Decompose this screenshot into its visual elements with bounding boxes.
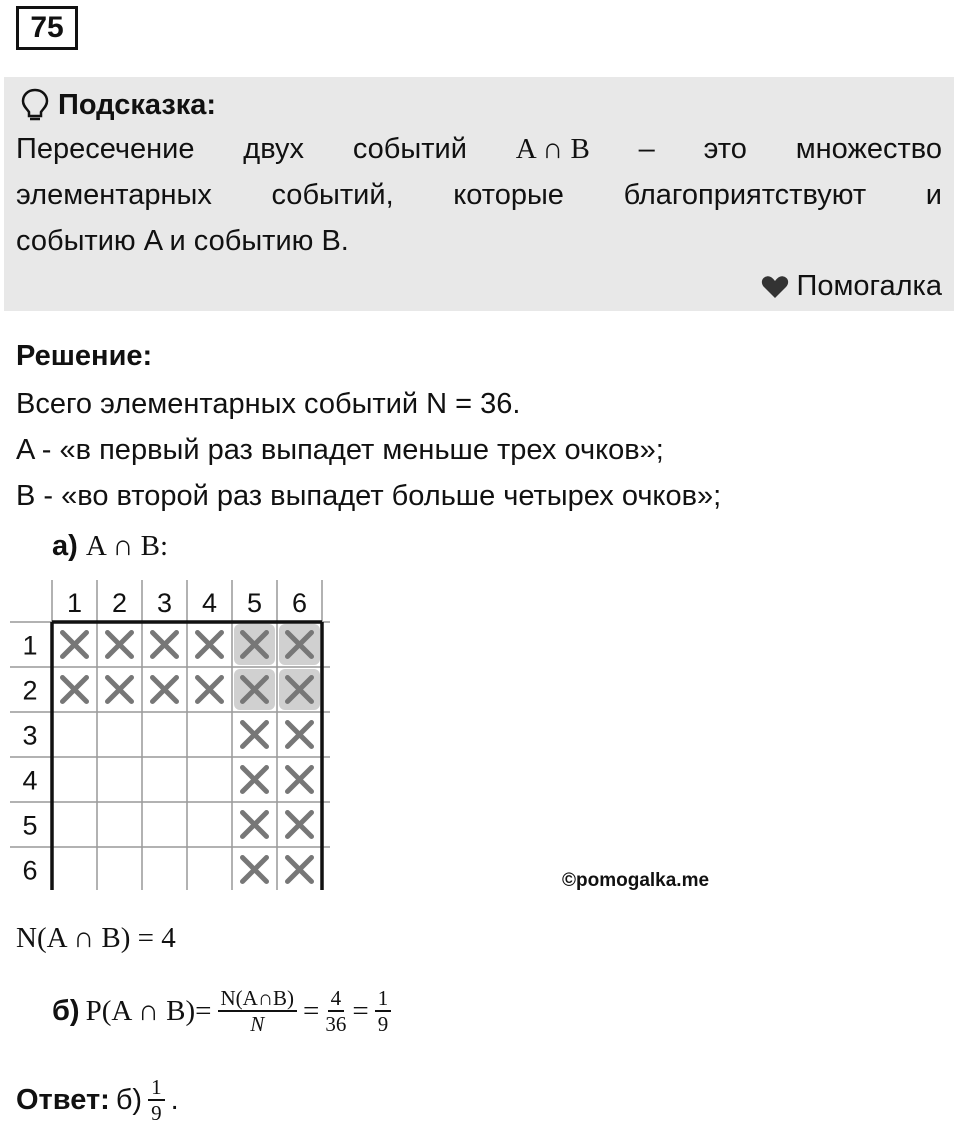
copyright: ©pomogalka.me	[562, 870, 710, 891]
part-a-expr: A ∩ B:	[85, 530, 169, 562]
brand-name: Помогалка	[796, 270, 942, 302]
answer	[16, 1075, 179, 1125]
cross-mark	[288, 813, 312, 837]
row-header: 1	[22, 630, 38, 661]
part-b	[52, 986, 391, 1036]
word: событий	[352, 133, 467, 165]
fraction-3	[375, 986, 392, 1036]
part-b-label: б)	[52, 994, 80, 1027]
word: двух	[243, 133, 304, 165]
row-header: 3	[22, 720, 38, 751]
brand	[761, 270, 942, 303]
cross-mark	[198, 633, 222, 657]
answer-label: Ответ:	[16, 1083, 110, 1116]
col-header: 6	[291, 588, 308, 618]
cross-mark	[243, 813, 267, 837]
hint-title-text: Подсказка:	[58, 88, 217, 121]
lightbulb-icon	[20, 88, 50, 122]
word: множество	[795, 133, 942, 165]
word: благоприятствуют	[623, 179, 867, 211]
cross-mark	[153, 678, 177, 702]
fraction-numerator: 1	[148, 1075, 165, 1101]
fraction-denominator: 36	[325, 1012, 347, 1036]
solution-title: Решение:	[16, 340, 153, 372]
cross-mark	[288, 858, 312, 882]
answer-prefix: б)	[115, 1083, 143, 1116]
hint-line-1	[16, 126, 942, 172]
hint-line-3: событию A и событию B.	[16, 225, 349, 257]
answer-fraction	[148, 1075, 165, 1125]
heart-icon	[761, 275, 789, 299]
fraction-numerator: N(A∩B)	[218, 986, 298, 1012]
fraction-denominator: 9	[151, 1101, 162, 1125]
col-header: 4	[201, 588, 218, 618]
cross-mark	[243, 723, 267, 747]
col-header: 2	[111, 588, 128, 618]
hint-line-2	[16, 172, 942, 218]
row-header: 4	[22, 765, 38, 796]
cross-mark	[63, 678, 87, 702]
cross-mark	[108, 678, 132, 702]
equals-sign: =	[352, 994, 369, 1027]
cross-mark	[288, 723, 312, 747]
row-header: 6	[22, 855, 38, 886]
word: элементарных	[16, 179, 212, 211]
task-number: 75	[16, 6, 78, 50]
word: и	[925, 179, 942, 211]
fraction-denominator: N	[250, 1012, 265, 1036]
fraction-numerator: 4	[328, 986, 345, 1012]
outcome-grid	[10, 580, 340, 890]
hint-title	[20, 88, 216, 122]
cross-mark	[63, 633, 87, 657]
word: событий,	[271, 179, 394, 211]
part-a	[52, 530, 168, 563]
cross-mark	[243, 768, 267, 792]
answer-suffix: .	[170, 1083, 179, 1116]
part-b-lhs: P(A ∩ B)=	[85, 994, 212, 1027]
cross-mark	[288, 768, 312, 792]
fraction-2	[325, 986, 346, 1036]
word: которые	[453, 179, 564, 211]
equals-sign: =	[303, 994, 320, 1027]
col-header: 1	[66, 588, 83, 618]
solution-line-2: A - «в первый раз выпадет меньше трех очков»;	[16, 434, 664, 466]
row-header: 5	[22, 810, 38, 841]
col-header: 3	[156, 588, 173, 618]
col-header: 5	[246, 588, 263, 618]
word: Пересечение	[16, 133, 195, 165]
formula: A ∩ B	[515, 133, 590, 165]
fraction-numerator: 1	[375, 986, 392, 1012]
solution-line-3: B - «во второй раз выпадет больше четырех очков»;	[16, 480, 722, 512]
cross-mark	[198, 678, 222, 702]
cross-mark	[243, 858, 267, 882]
fraction-1	[218, 986, 298, 1036]
count-line: N(A ∩ B) = 4	[16, 922, 176, 954]
part-a-label: а)	[52, 530, 78, 562]
hint-text	[16, 126, 942, 264]
cross-mark	[153, 633, 177, 657]
word: –	[638, 133, 655, 165]
fraction-denominator: 9	[377, 1012, 389, 1036]
row-header: 2	[22, 675, 38, 706]
word: это	[703, 133, 747, 165]
solution-line-1: Всего элементарных событий N = 36.	[16, 388, 521, 420]
cross-mark	[108, 633, 132, 657]
